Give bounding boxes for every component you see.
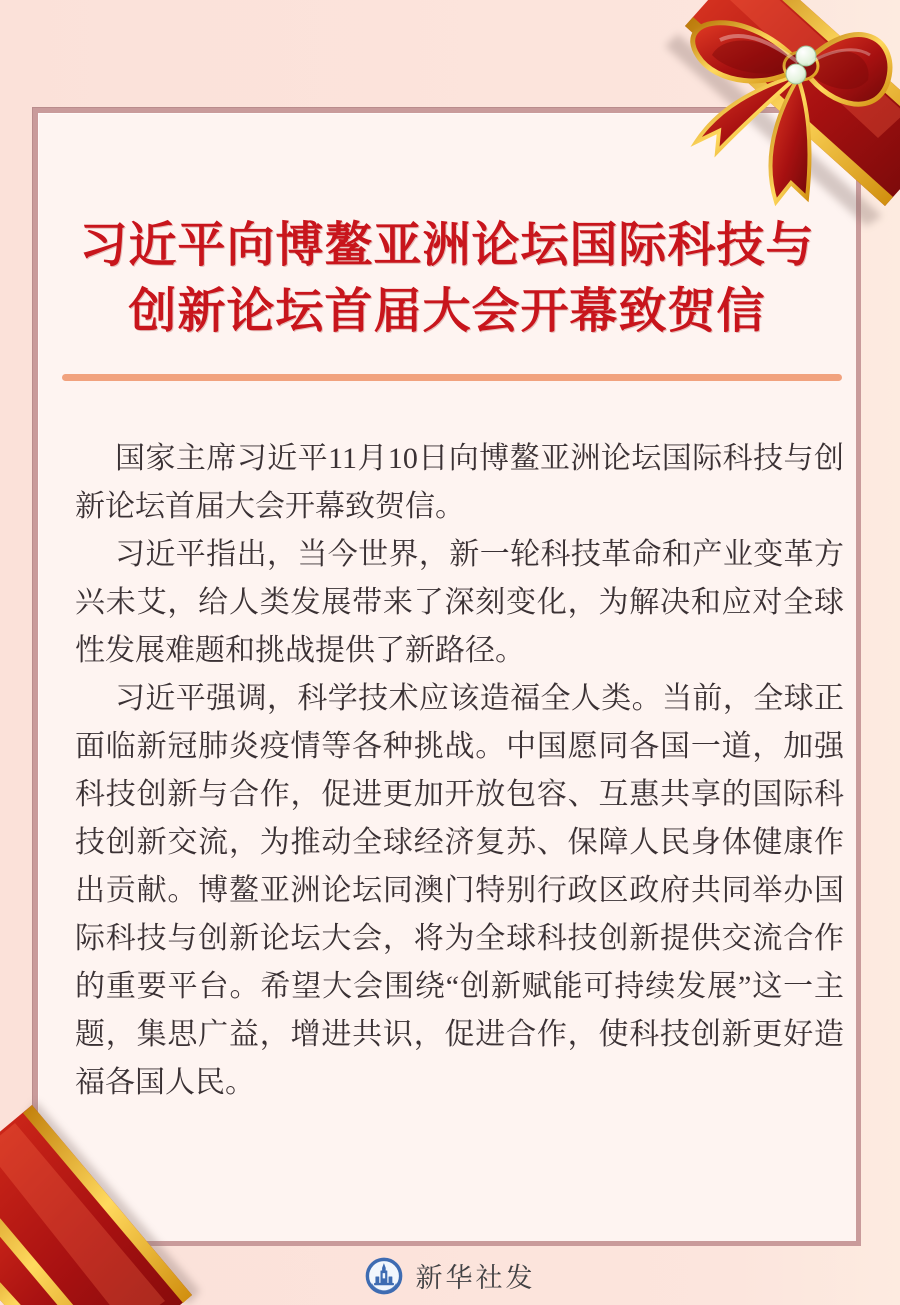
credit-label: 新华社发 bbox=[415, 1263, 536, 1293]
article-paragraph: 习近平指出，当今世界，新一轮科技革命和产业变革方兴未艾，给人类发展带来了深刻变化，为解决和应对全球性发展难题和挑战提供了新路径。 bbox=[75, 538, 844, 667]
content-panel bbox=[33, 108, 861, 1246]
page-title-line1: 习近平向博鳌亚洲论坛国际科技与 bbox=[79, 219, 815, 272]
page-title-line2: 创新论坛首届大会开幕致贺信 bbox=[128, 285, 766, 338]
article-paragraph: 习近平强调，科学技术应该造福全人类。当前，全球正面临新冠肺炎疫情等各种挑战。中国愿同各国一道，加强科技创新与合作，促进更加开放包容、互惠共享的国际科技创新交流，为推动全球经济复苏、保障人民身体健康作出贡献。博鳌亚洲论坛同澳门特别行政区政府共同举办国际科技与创新论坛大会，将为全球科技创新提供交流合作的重要平台。希望大会围绕“创新赋能可持续发展”这一主题，集思广益，增进共识，促进合作，使科技创新更好造福各国人民。 bbox=[75, 682, 844, 1099]
footer bbox=[0, 1246, 900, 1305]
article-paragraph: 国家主席习近平11月10日向博鳌亚洲论坛国际科技与创新论坛首届大会开幕致贺信。 bbox=[75, 442, 844, 523]
article-body bbox=[38, 435, 856, 1107]
xinhua-logo-icon bbox=[365, 1257, 403, 1295]
page-title bbox=[58, 213, 836, 345]
title-divider bbox=[62, 374, 842, 381]
